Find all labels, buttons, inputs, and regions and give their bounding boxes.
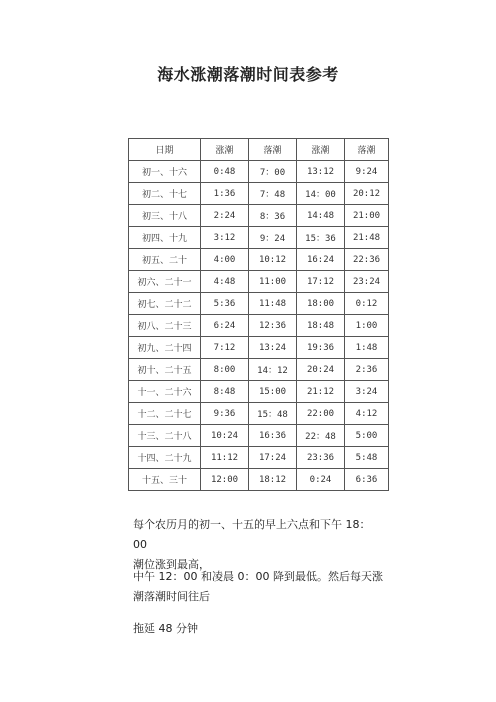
date-cell: 初九、二十四 bbox=[129, 337, 201, 359]
low-tide-cell: 7：00 bbox=[249, 161, 297, 183]
high-tide-cell: 21:12 bbox=[297, 381, 345, 403]
low-tide-cell: 11:00 bbox=[249, 271, 297, 293]
high-tide-cell: 15：36 bbox=[297, 227, 345, 249]
table-row bbox=[129, 403, 389, 425]
date-cell: 十一、二十六 bbox=[129, 381, 201, 403]
low-tide-cell: 8：36 bbox=[249, 205, 297, 227]
high-tide-cell: 18:48 bbox=[297, 315, 345, 337]
date-cell: 初五、二十 bbox=[129, 249, 201, 271]
low-tide-cell: 11:48 bbox=[249, 293, 297, 315]
low-tide-cell: 3:24 bbox=[345, 381, 389, 403]
note-line: 拖延 48 分钟 bbox=[133, 622, 198, 635]
high-tide-cell: 3:12 bbox=[201, 227, 249, 249]
low-tide-cell: 2:36 bbox=[345, 359, 389, 381]
date-cell: 十三、二十八 bbox=[129, 425, 201, 447]
high-tide-cell: 14：00 bbox=[297, 183, 345, 205]
table-row bbox=[129, 359, 389, 381]
table-row bbox=[129, 161, 389, 183]
high-tide-cell: 23:36 bbox=[297, 447, 345, 469]
table-row bbox=[129, 249, 389, 271]
high-tide-cell: 16:24 bbox=[297, 249, 345, 271]
table-row bbox=[129, 425, 389, 447]
low-tide-cell: 1:48 bbox=[345, 337, 389, 359]
note-line: 中午 12：00 和凌晨 0：00 降到最低。然后每天涨 bbox=[133, 570, 383, 583]
table-row bbox=[129, 469, 389, 491]
low-tide-cell: 12:36 bbox=[249, 315, 297, 337]
date-cell: 初三、十八 bbox=[129, 205, 201, 227]
tide-timetable bbox=[128, 138, 389, 491]
high-tide-cell: 2:24 bbox=[201, 205, 249, 227]
table-row bbox=[129, 337, 389, 359]
high-tide-cell: 0:48 bbox=[201, 161, 249, 183]
date-cell: 十五、三十 bbox=[129, 469, 201, 491]
low-tide-cell: 5:48 bbox=[345, 447, 389, 469]
high-tide-cell: 6:24 bbox=[201, 315, 249, 337]
header-high-tide-1: 涨潮 bbox=[201, 139, 249, 161]
date-cell: 初二、十七 bbox=[129, 183, 201, 205]
header-high-tide-2: 涨潮 bbox=[297, 139, 345, 161]
high-tide-cell: 11:12 bbox=[201, 447, 249, 469]
date-cell: 十二、二十七 bbox=[129, 403, 201, 425]
high-tide-cell: 12:00 bbox=[201, 469, 249, 491]
low-tide-cell: 5:00 bbox=[345, 425, 389, 447]
high-tide-cell: 17:12 bbox=[297, 271, 345, 293]
low-tide-cell: 18:12 bbox=[249, 469, 297, 491]
table-row bbox=[129, 447, 389, 469]
low-tide-cell: 0:12 bbox=[345, 293, 389, 315]
high-tide-cell: 8:00 bbox=[201, 359, 249, 381]
low-tide-cell: 21:48 bbox=[345, 227, 389, 249]
high-tide-cell: 8:48 bbox=[201, 381, 249, 403]
table-row bbox=[129, 381, 389, 403]
table-row bbox=[129, 315, 389, 337]
date-cell: 初六、二十一 bbox=[129, 271, 201, 293]
header-date: 日期 bbox=[129, 139, 201, 161]
low-tide-cell: 21:00 bbox=[345, 205, 389, 227]
note-line: 每个农历月的初一、十五的早上六点和下午 18：00 bbox=[133, 518, 371, 551]
high-tide-cell: 4:00 bbox=[201, 249, 249, 271]
high-tide-cell: 14:48 bbox=[297, 205, 345, 227]
low-tide-cell: 22:36 bbox=[345, 249, 389, 271]
page-title: 海水涨潮落潮时间表参考 bbox=[157, 65, 339, 84]
high-tide-cell: 19:36 bbox=[297, 337, 345, 359]
low-tide-cell: 23:24 bbox=[345, 271, 389, 293]
date-cell: 初七、二十二 bbox=[129, 293, 201, 315]
table-row bbox=[129, 205, 389, 227]
table-row bbox=[129, 183, 389, 205]
explanation-paragraph-1 bbox=[133, 515, 383, 575]
low-tide-cell: 4:12 bbox=[345, 403, 389, 425]
table-row bbox=[129, 271, 389, 293]
high-tide-cell: 5:36 bbox=[201, 293, 249, 315]
header-low-tide-1: 落潮 bbox=[249, 139, 297, 161]
low-tide-cell: 10:12 bbox=[249, 249, 297, 271]
low-tide-cell: 16:36 bbox=[249, 425, 297, 447]
low-tide-cell: 6:36 bbox=[345, 469, 389, 491]
low-tide-cell: 17:24 bbox=[249, 447, 297, 469]
header-low-tide-2: 落潮 bbox=[345, 139, 389, 161]
high-tide-cell: 7:12 bbox=[201, 337, 249, 359]
high-tide-cell: 18:00 bbox=[297, 293, 345, 315]
date-cell: 初一、十六 bbox=[129, 161, 201, 183]
low-tide-cell: 9:24 bbox=[345, 161, 389, 183]
explanation-paragraph-3 bbox=[133, 619, 383, 639]
high-tide-cell: 22：48 bbox=[297, 425, 345, 447]
low-tide-cell: 7：48 bbox=[249, 183, 297, 205]
low-tide-cell: 14：12 bbox=[249, 359, 297, 381]
low-tide-cell: 15:00 bbox=[249, 381, 297, 403]
high-tide-cell: 4:48 bbox=[201, 271, 249, 293]
high-tide-cell: 9:36 bbox=[201, 403, 249, 425]
note-line: 潮位涨到最高， bbox=[133, 558, 210, 571]
date-cell: 初十、二十五 bbox=[129, 359, 201, 381]
low-tide-cell: 20:12 bbox=[345, 183, 389, 205]
date-cell: 十四、二十九 bbox=[129, 447, 201, 469]
high-tide-cell: 20:24 bbox=[297, 359, 345, 381]
table-row bbox=[129, 227, 389, 249]
high-tide-cell: 1:36 bbox=[201, 183, 249, 205]
high-tide-cell: 22:00 bbox=[297, 403, 345, 425]
low-tide-cell: 1:00 bbox=[345, 315, 389, 337]
low-tide-cell: 15：48 bbox=[249, 403, 297, 425]
date-cell: 初四、十九 bbox=[129, 227, 201, 249]
date-cell: 初八、二十三 bbox=[129, 315, 201, 337]
note-line: 潮落潮时间往后 bbox=[133, 590, 210, 603]
low-tide-cell: 13:24 bbox=[249, 337, 297, 359]
explanation-paragraph-2 bbox=[133, 567, 383, 607]
high-tide-cell: 0:24 bbox=[297, 469, 345, 491]
high-tide-cell: 10:24 bbox=[201, 425, 249, 447]
table-header-row bbox=[129, 139, 389, 161]
low-tide-cell: 9：24 bbox=[249, 227, 297, 249]
high-tide-cell: 13:12 bbox=[297, 161, 345, 183]
table-row bbox=[129, 293, 389, 315]
table-body bbox=[129, 161, 389, 491]
